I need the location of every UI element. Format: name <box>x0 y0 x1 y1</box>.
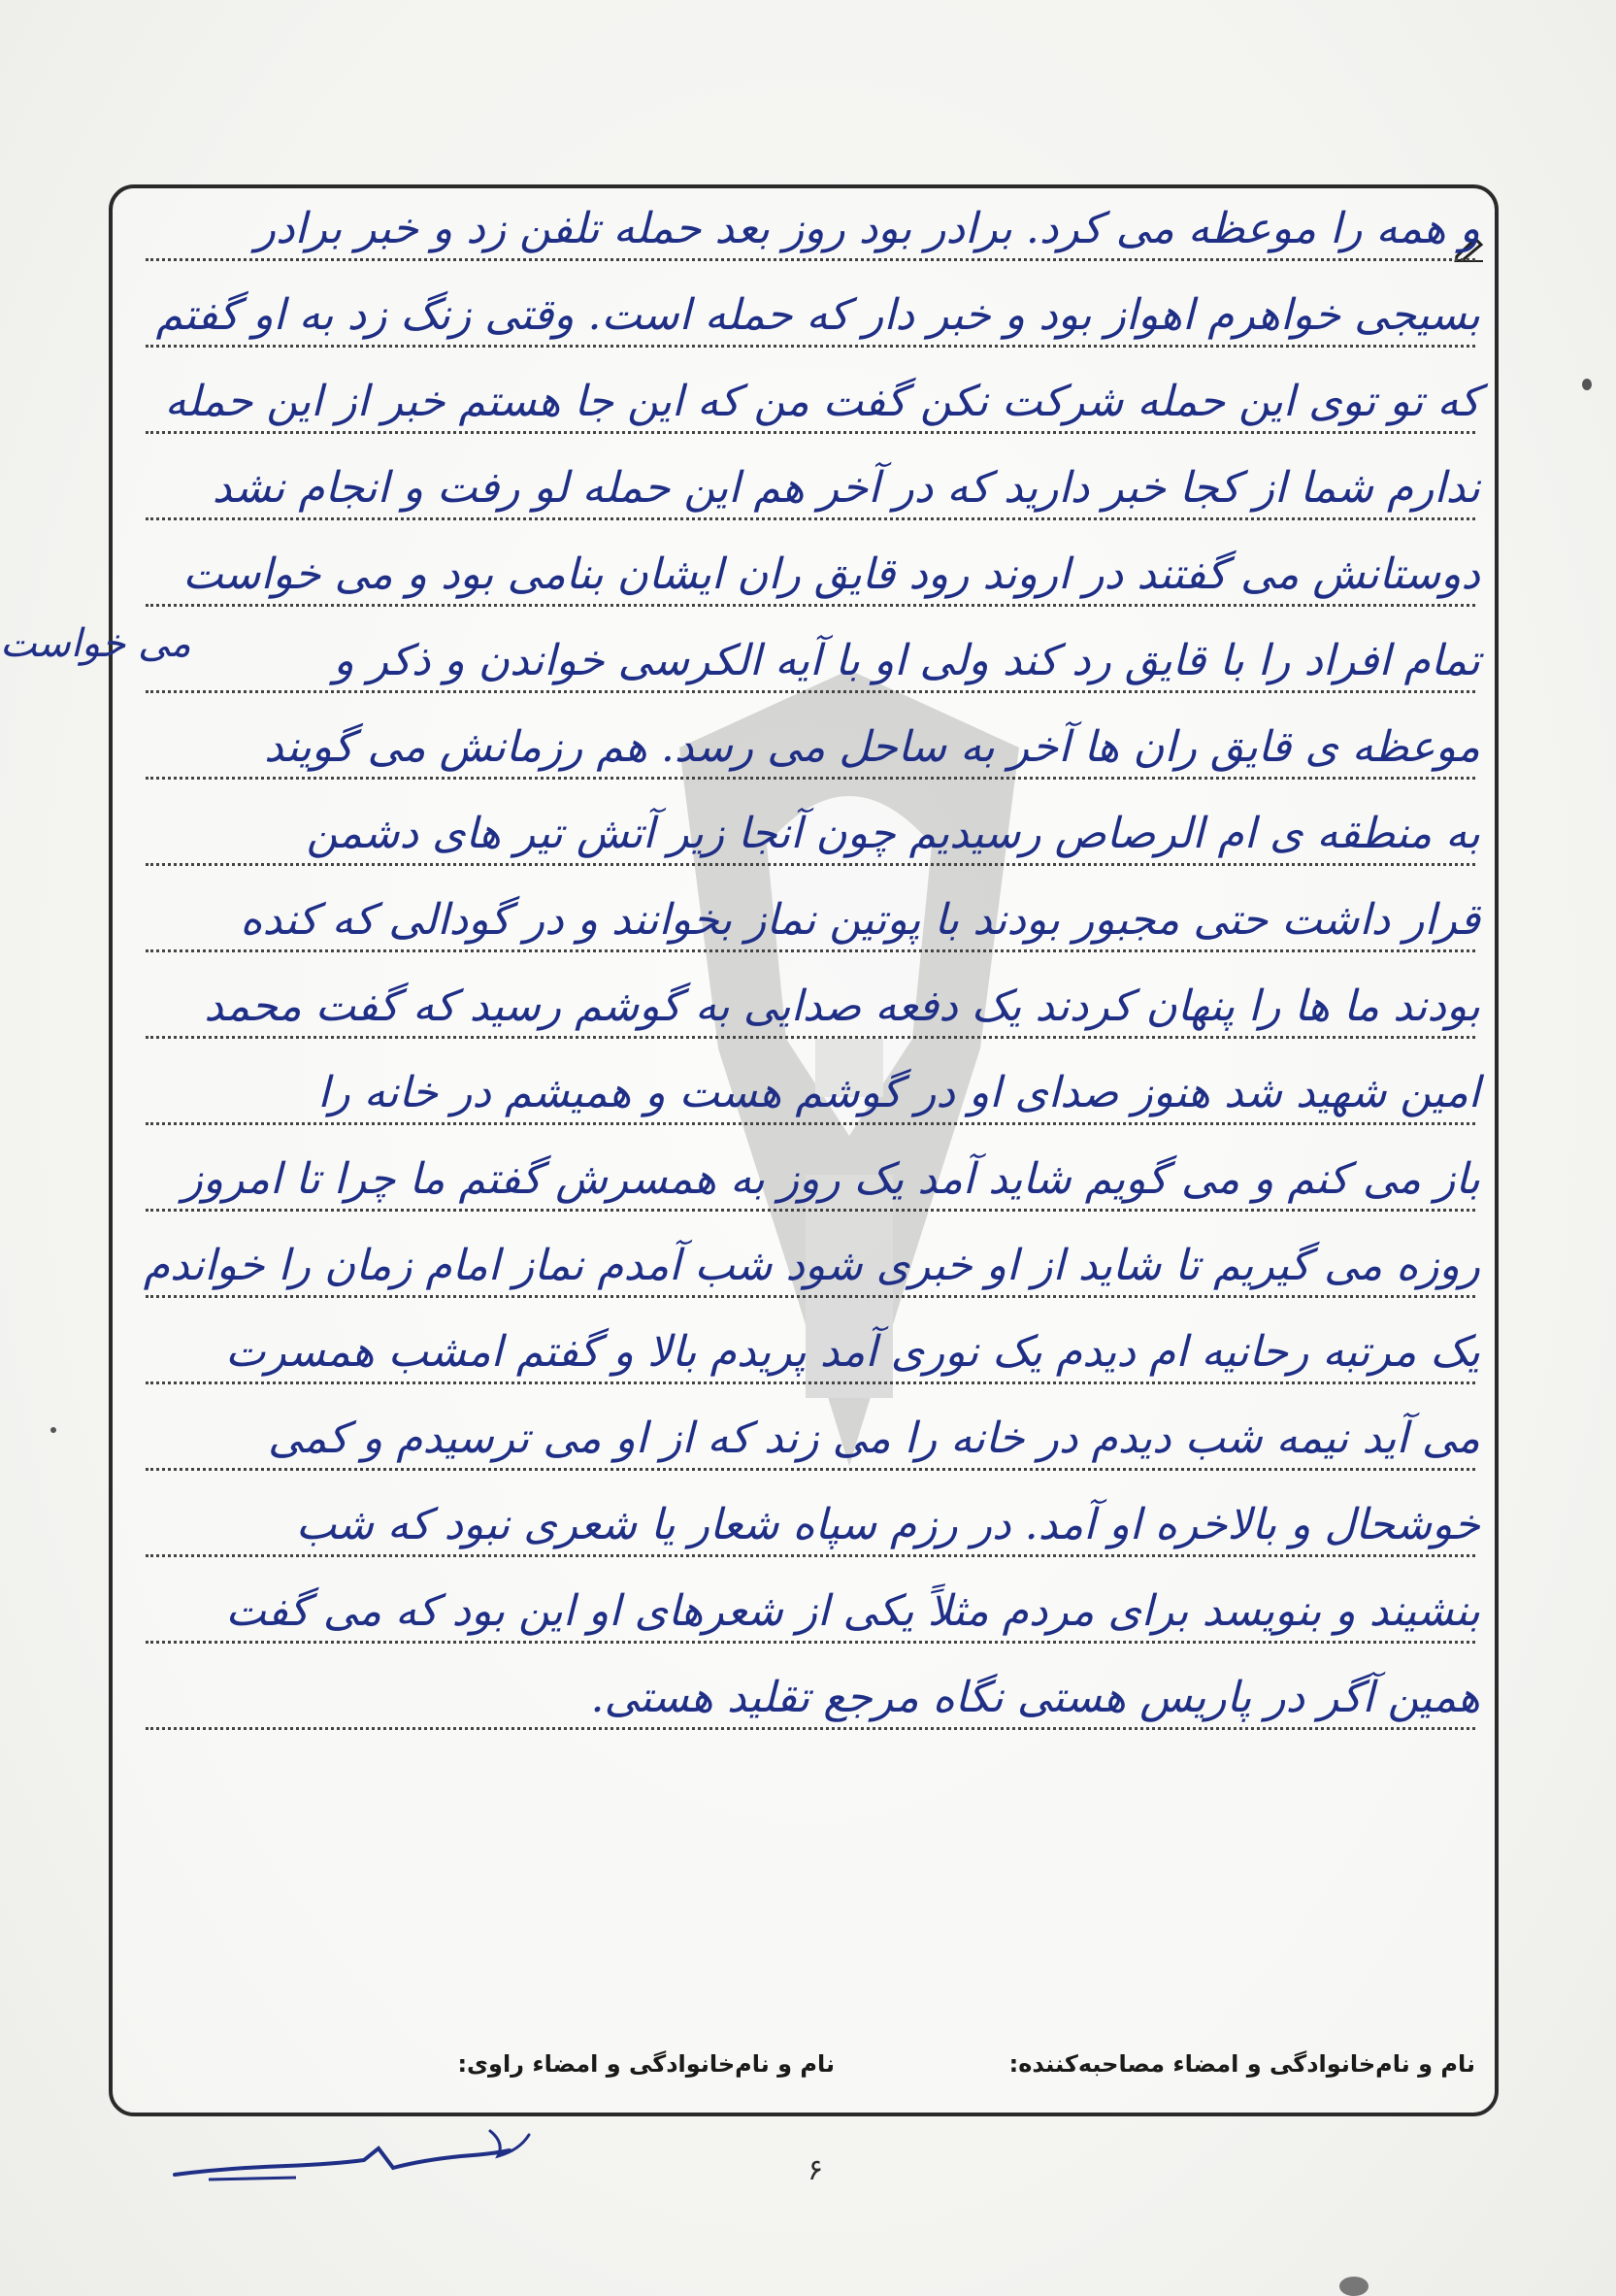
handwritten-line: خوشحال و بالاخره او آمد. در رزم سپاه شعار یا شعری نبود که شب <box>295 1500 1480 1549</box>
handwritten-line: ندارم شما از کجا خبر دارید که در آخر هم این حمله لو رفت و انجام نشد <box>212 463 1480 513</box>
dotted-rule <box>146 1727 1475 1730</box>
handwritten-line: روزه می گیریم تا شاید از او خبری شود شب آمدم نماز امام زمان را خواندم <box>143 1241 1480 1290</box>
scan-speck <box>1339 2277 1369 2296</box>
handwritten-line: باز می کنم و می گویم شاید آمد یک روز به همسرش گفتم ما چرا تا امروز <box>181 1154 1480 1204</box>
dotted-rule <box>146 1209 1475 1212</box>
dotted-rule <box>146 345 1475 348</box>
margin-note: می خواست <box>0 621 191 666</box>
narrator-signature-label: نام و نام‌خانوادگی و امضاء راوی: <box>457 2050 835 2078</box>
dotted-rule <box>146 690 1475 693</box>
dotted-rule <box>146 258 1475 261</box>
dotted-rule <box>146 604 1475 607</box>
scan-speck <box>50 1427 56 1433</box>
dotted-rule <box>146 1554 1475 1557</box>
scan-speck <box>1582 379 1592 390</box>
dotted-rule <box>146 863 1475 866</box>
handwritten-line: دوستانش می گفتند در اروند رود قایق ران ایشان بنامی بود و می خواست <box>182 549 1480 599</box>
dotted-rule <box>146 431 1475 434</box>
dotted-rule <box>146 777 1475 780</box>
dotted-rule <box>146 1122 1475 1125</box>
handwritten-line: امین شهید شد هنوز صدای او در گوشم هست و همیشم در خانه را <box>317 1068 1480 1117</box>
handwritten-signature <box>170 2121 539 2189</box>
page-number: ۶ <box>808 2153 824 2187</box>
dotted-rule <box>146 1468 1475 1471</box>
dotted-rule <box>146 517 1475 520</box>
handwritten-line: یک مرتبه رحانیه ام دیدم یک نوری آمد پریدم بالا و گفتم امشب همسرت <box>225 1327 1480 1377</box>
dotted-rule <box>146 1295 1475 1298</box>
handwritten-line: و همه را موعظه می کرد. برادر بود روز بعد حمله تلفن زد و خبر برادر <box>254 204 1480 253</box>
signature-labels <box>146 2050 1475 2089</box>
dotted-rule <box>146 1381 1475 1384</box>
handwritten-line: قرار داشت حتی مجبور بودند با پوتین نماز بخوانند و در گودالی که کنده <box>240 895 1480 945</box>
dotted-rule <box>146 1036 1475 1039</box>
handwritten-line: به منطقه ی ام الرصاص رسیدیم چون آنجا زیر آتش تیر های دشمن <box>306 809 1480 858</box>
handwritten-line: بودند ما ها را پنهان کردند یک دفعه صدایی به گوشم رسید که گفت محمد <box>204 982 1480 1031</box>
dotted-rule <box>146 949 1475 952</box>
handwritten-line: موعظه ی قایق ران ها آخر به ساحل می رسد. هم رزمانش می گویند <box>264 722 1480 772</box>
handwritten-line: بنشیند و بنویسد برای مردم مثلاً یکی از شعرهای او این بود که می گفت <box>225 1586 1480 1636</box>
interviewer-signature-label: نام و نام‌خانوادگی و امضاء مصاحبه‌کننده: <box>1008 2050 1475 2078</box>
dotted-rule <box>146 1641 1475 1644</box>
handwritten-line: می آید نیمه شب دیدم در خانه را می زند که از او می ترسیدم و کمی <box>267 1414 1480 1463</box>
handwritten-line: که تو توی این حمله شرکت نکن گفت من که این جا هستم خبر از این حمله <box>164 377 1480 426</box>
handwritten-line: بسیجی خواهرم اهواز بود و خبر دار که حمله است. وقتی زنگ زد به او گفتم <box>155 290 1480 340</box>
handwritten-line: تمام افراد را با قایق رد کند ولی او با آیه الکرسی خواندن و ذکر و <box>333 636 1480 685</box>
handwritten-line: همین آگر در پاریس هستی نگاه مرجع تقلید هستی. <box>590 1673 1480 1722</box>
